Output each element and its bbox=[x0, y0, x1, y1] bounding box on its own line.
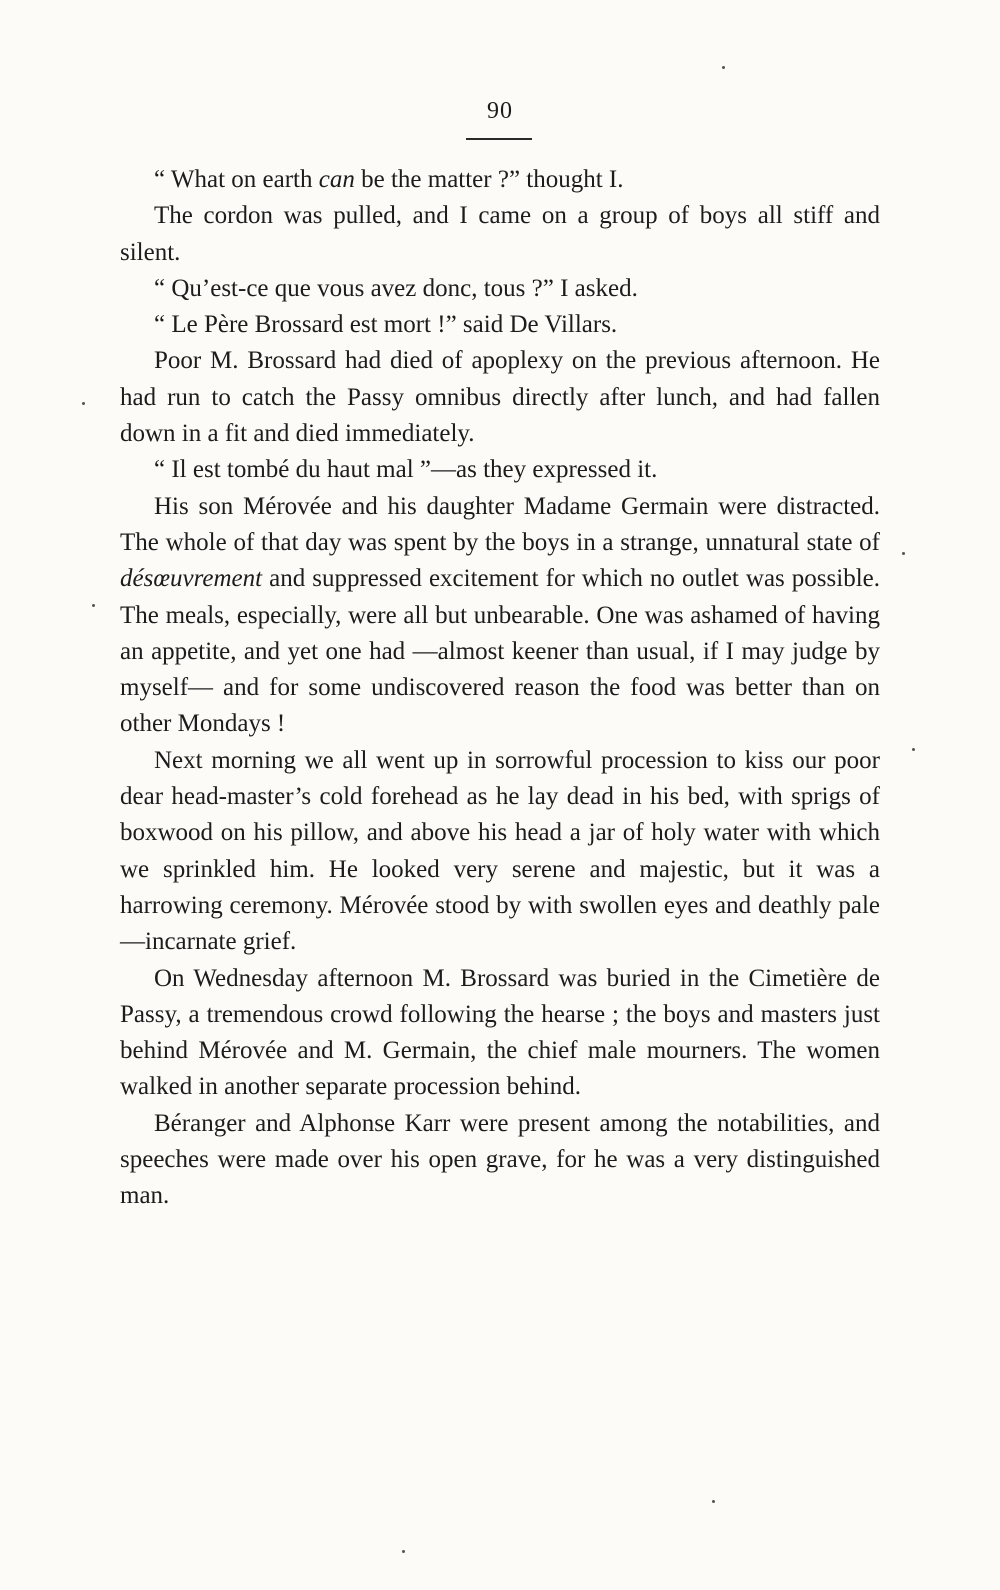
paragraph-text: His son Mérovée and his daughter Madame Germain were distracted. The whole of that day was spent by the boys in a strange, unnatural state of bbox=[120, 492, 880, 556]
paragraph-text: be the matter ?” thought I. bbox=[354, 166, 624, 193]
page-number-rule bbox=[466, 138, 532, 140]
paragraph bbox=[120, 489, 880, 743]
scan-speck bbox=[402, 1550, 405, 1553]
paragraph-text: “ What on earth bbox=[154, 166, 319, 193]
paragraph: Poor M. Brossard had died of apoplexy on the previous afternoon. He had run to catch the Passy omnibus directly after lunch, and had fallen down in a fit and died immediately. bbox=[120, 347, 880, 448]
italic-text: can bbox=[318, 166, 355, 193]
paragraph: “ Le Père Brossard est mort !” said De Villars. bbox=[154, 311, 618, 339]
paragraph: “ Il est tombé du haut mal ”—as they expressed it. bbox=[154, 456, 658, 484]
scan-speck bbox=[92, 604, 95, 607]
scan-speck bbox=[82, 402, 85, 405]
scan-speck bbox=[902, 552, 905, 555]
paragraph: On Wednesday afternoon M. Brossard was buried in the Cimetière de Passy, a tremendous crowd following the hearse ; the boys and masters just behind Mérovée and M. Germain, the chief male mourners. The women walked in another separate procession behind. bbox=[120, 964, 880, 1101]
page-number: 90 bbox=[487, 98, 513, 124]
scan-speck bbox=[722, 66, 725, 69]
scan-speck bbox=[912, 748, 915, 751]
italic-text: désœuvrement bbox=[120, 565, 263, 593]
scan-speck bbox=[712, 1500, 715, 1503]
paragraph: The cordon was pulled, and I came on a group of boys all stiff and silent. bbox=[120, 202, 880, 266]
body-text bbox=[120, 162, 880, 1215]
paragraph: Next morning we all went up in sorrowful procession to kiss our poor dear head-master’s cold forehead as he lay dead in his bed, with sprigs of boxwood on his pillow, and above his head a jar of holy water with which we sprinkled him. He looked very serene and majestic, but it was a harrowing ceremony. Mérovée stood by with swollen eyes and deathly pale—incarnate grief. bbox=[120, 746, 880, 956]
paragraph: Béranger and Alphonse Karr were present among the notabilities, and speeches were made over his open grave, for he was a very distinguished man. bbox=[120, 1109, 880, 1210]
paragraph: “ Qu’est-ce que vous avez donc, tous ?” I asked. bbox=[154, 274, 638, 302]
paragraph bbox=[120, 162, 880, 198]
paragraph-text: and suppressed excitement for which no outlet was possible. The meals, especially, were all but unbearable. One was ashamed of having an appetite, and yet one had —almost keener than usual, if I may judge by myself— and for some undiscovered reason the food was better than on other Mondays ! bbox=[120, 565, 880, 738]
